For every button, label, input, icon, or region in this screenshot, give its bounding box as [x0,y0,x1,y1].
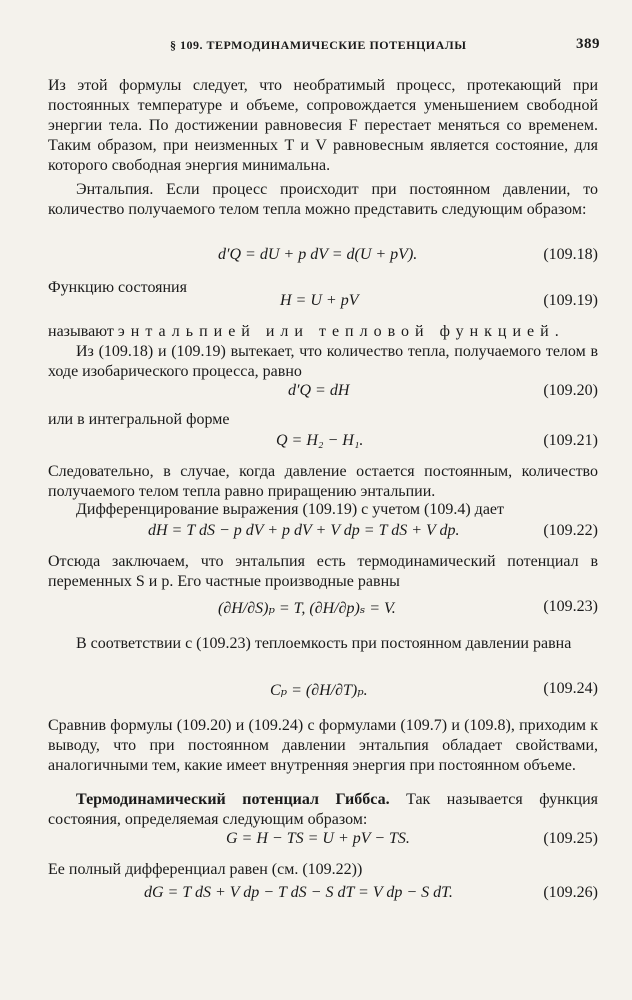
equation-formula: G = H − TS = U + pV − TS. [226,830,410,847]
equation-formula: Q = H₂ − H₁. [276,432,364,449]
page-number: 389 [576,36,600,52]
paragraph-3: Функцию состояния [48,279,187,296]
equation-formula: (∂H/∂S)ₚ = T, (∂H/∂p)ₛ = V. [218,600,396,617]
equation-number: (109.25) [543,830,598,847]
equation-formula: d′Q = dU + p dV = d(U + pV). [218,246,418,263]
equation-number: (109.22) [543,522,598,539]
equation-number: (109.21) [543,432,598,449]
equation-109-26 [48,884,598,908]
equation-number: (109.26) [543,884,598,901]
paragraph-text: Так называется функция состояния, определяемая следующим образом: [48,791,598,828]
paragraph-8: Дифференцирование выражения (109.19) с учетом (109.4) дает [76,501,505,518]
equation-number: (109.23) [543,598,598,615]
paragraph-7: Следовательно, в случае, когда давление остается постоянным, количество получаемого телом тепла равно приращению энтальпии. [48,463,598,500]
page-header [40,36,600,56]
equation-109-22 [48,522,598,546]
equation-109-19 [48,292,598,316]
equation-109-23 [48,598,598,622]
equation-formula: dG = T dS + V dp − T dS − S dT = V dp − S dT. [144,884,453,901]
running-title: § 109. ТЕРМОДИНАМИЧЕСКИЕ ПОТЕНЦИАЛЫ [170,38,467,52]
equation-number: (109.24) [543,680,598,697]
equation-109-20 [48,382,598,406]
equation-number: (109.18) [543,246,598,263]
paragraph-5: Из (109.18) и (109.19) вытекает, что количество тепла, получаемого телом в ходе изобарического процесса, равно [48,343,598,380]
equation-109-21 [48,432,598,456]
paragraph-13: Ее полный дифференциал равен (см. (109.22)) [48,861,363,878]
paragraph-6: или в интегральной форме [48,411,230,428]
equation-formula: dH = T dS − p dV + p dV + V dp = T dS + V dp. [148,522,460,539]
paragraph-9: Отсюда заключаем, что энтальпия есть термодинамический потенциал в переменных S и p. Его частные производные равны [48,553,598,590]
equation-formula: Cₚ = (∂H/∂T)ₚ. [270,682,368,699]
spaced-term: энтальпией или тепловой функцией. [117,323,565,340]
paragraph-2: Энтальпия. Если процесс происходит при постоянном давлении, то количество получаемого телом тепла можно представить следующим образом: [48,181,598,218]
paragraph-1: Из этой формулы следует, что необратимый процесс, протекающий при постоянных температуре и объеме, сопровождается уменьшением свободной энергии тела. По достижении равновесия F перестает меняться со временем. Таким образом, при неизменных T и V равновесным является состояние, для которого свободная энергия минимальна. [48,77,598,174]
equation-number: (109.20) [543,382,598,399]
paragraph-10: В соответствии с (109.23) теплоемкость при постоянном давлении равна [76,635,572,652]
equation-number: (109.19) [543,292,598,309]
equation-109-18 [48,246,598,270]
text-prefix: называют [48,323,114,340]
equation-109-24 [48,680,598,704]
equation-109-25 [48,830,598,854]
section-term: Термодинамический потенциал Гиббса. [76,791,390,808]
equation-formula: H = U + pV [280,292,359,309]
paragraph-4 [48,322,598,342]
equation-formula: d′Q = dH [288,382,350,399]
paragraph-11: Сравнив формулы (109.20) и (109.24) с формулами (109.7) и (109.8), приходим к выводу, что при постоянном давлении энтальпия обладает свойствами, аналогичными тем, какие имеет внутренняя энергия при постоянном объеме. [48,717,598,774]
paragraph-12 [48,790,598,830]
